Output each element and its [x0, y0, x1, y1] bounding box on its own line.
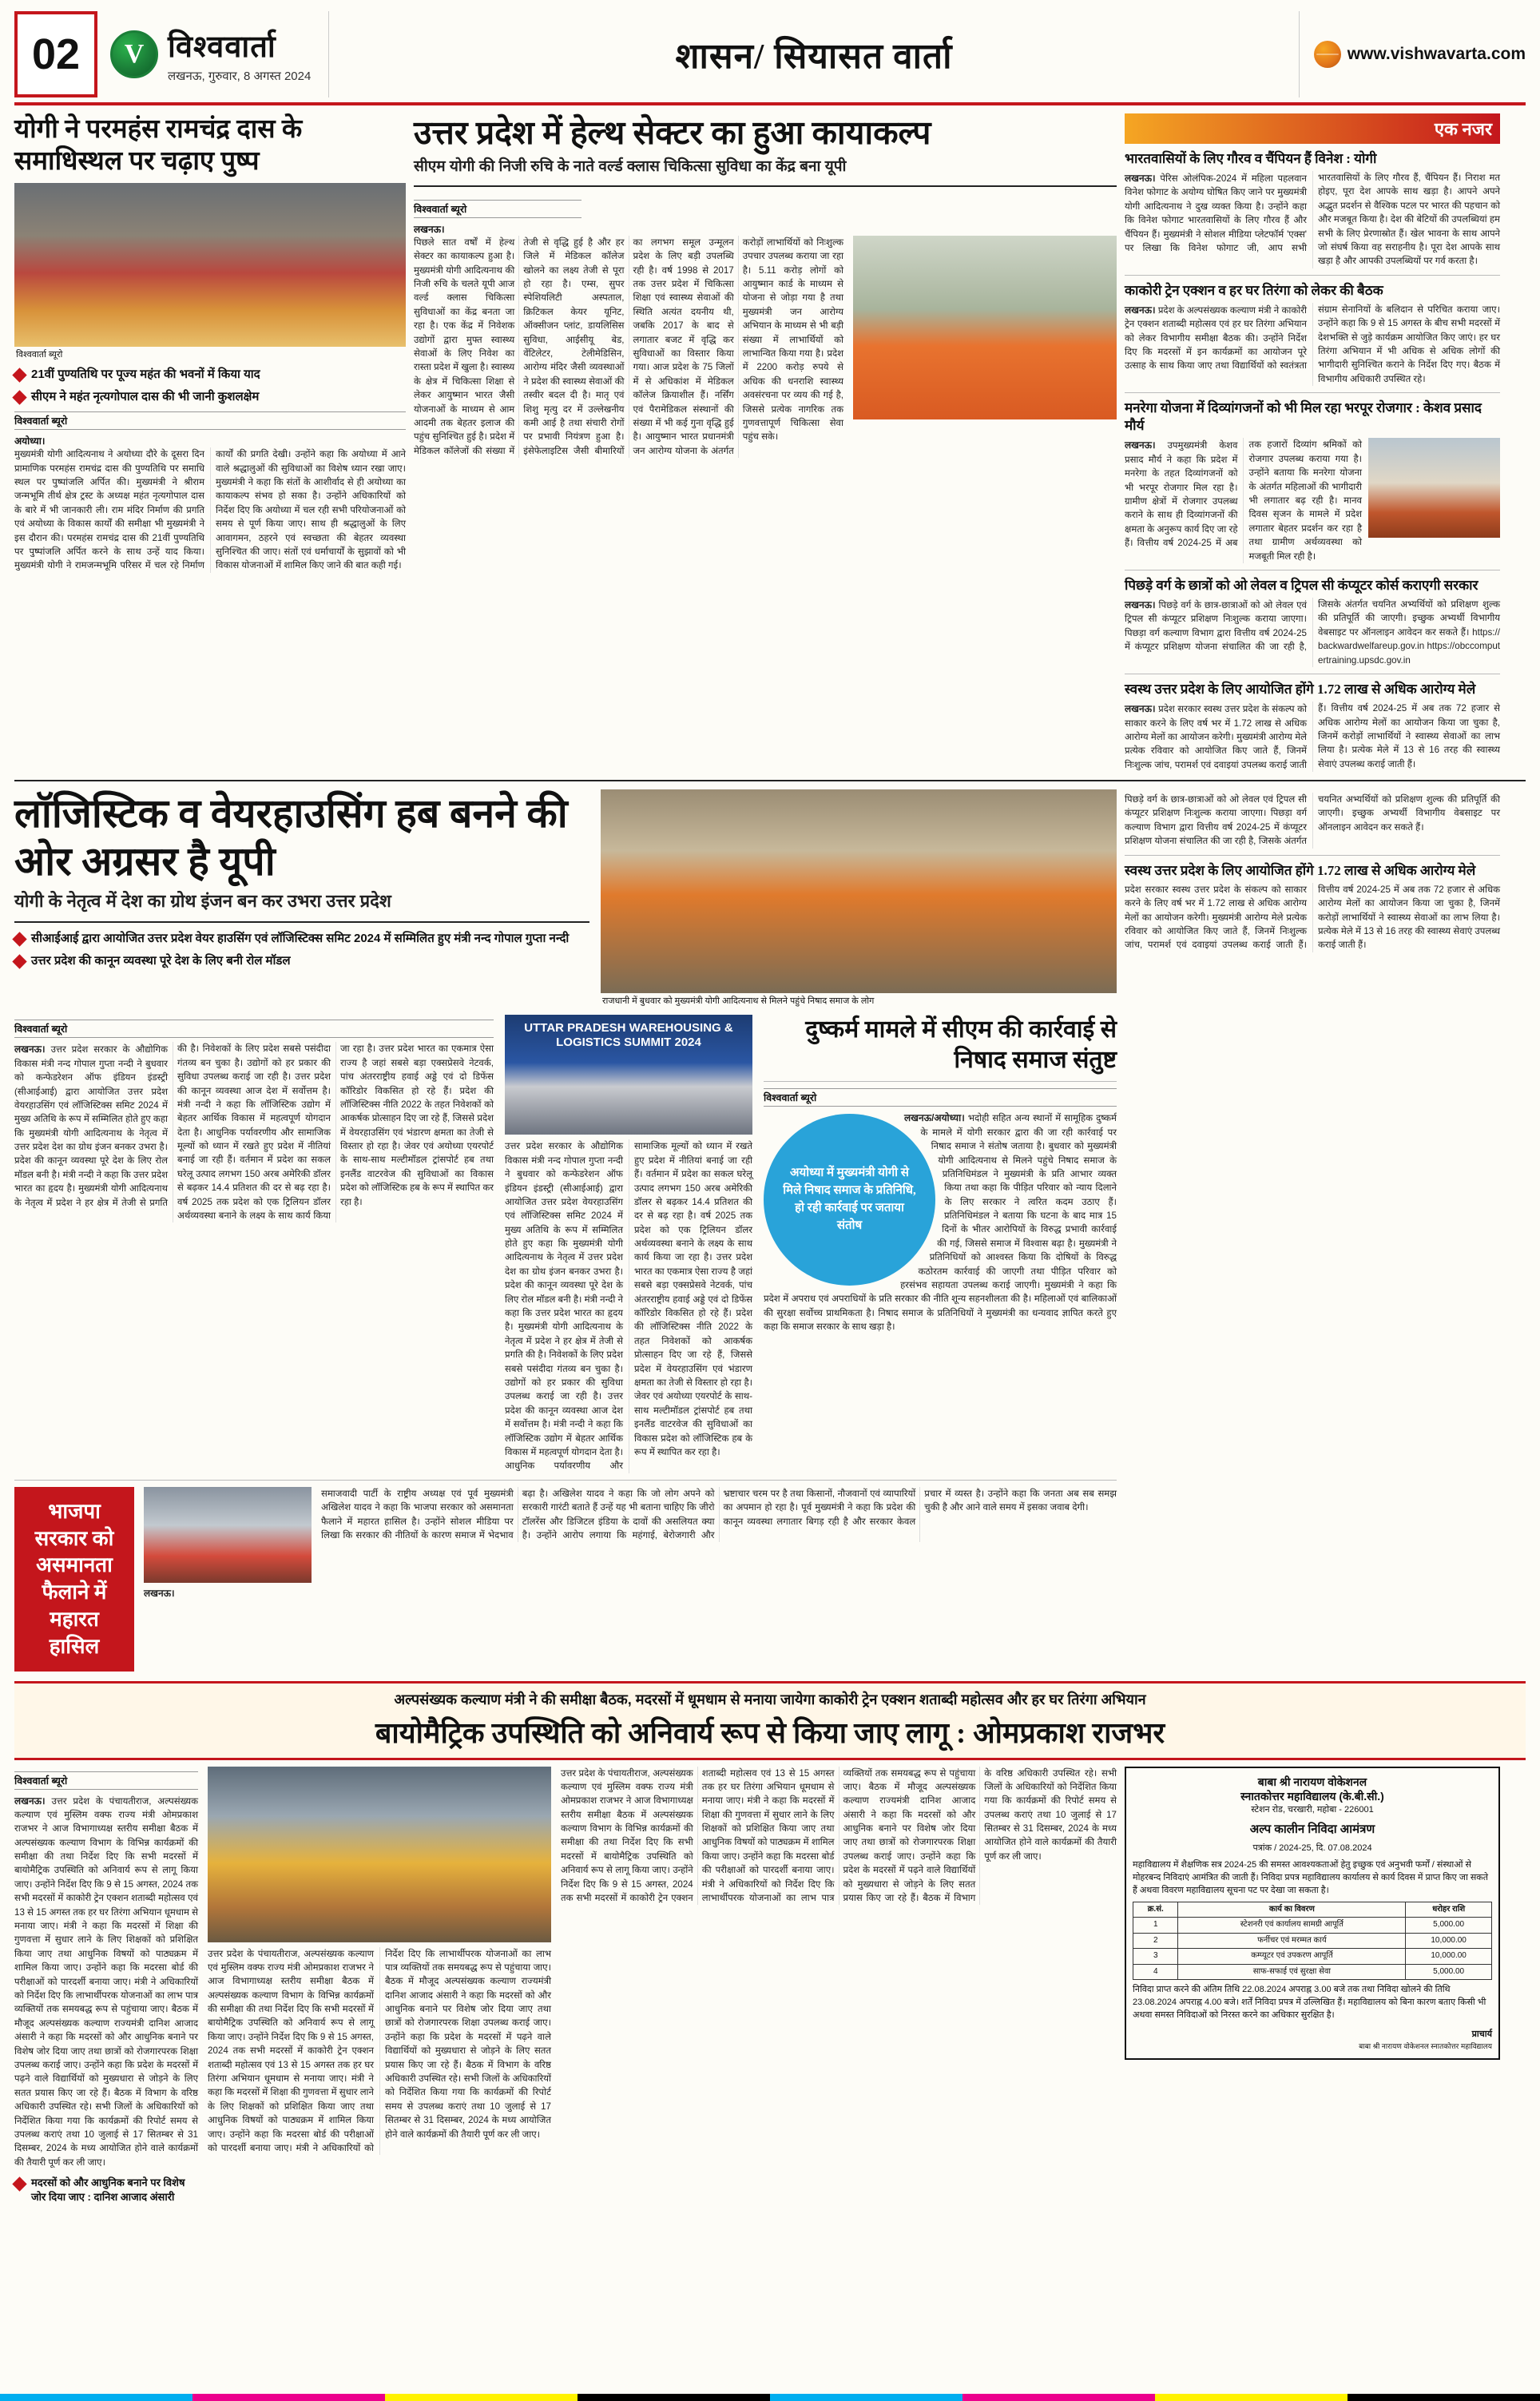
link-obccomputertraining[interactable]: https://obccomputertraining.upsdc.gov.in	[1318, 641, 1500, 666]
diamond-bullet-icon	[12, 954, 26, 968]
vishwavarta-logo-icon	[110, 30, 158, 78]
keshav-maurya-photo	[1368, 438, 1500, 538]
ad-notes: निविदा प्राप्त करने की अंतिम तिथि 22.08.2024 अपराह्न 3.00 बजे तक तथा निविदा खोलने की तिथि 23.08.2024 अपराह्न 4.00 बजे। शर्तें निविदा प्रपत्र में उल्लिखित हैं। महाविद्यालय को बिना कारण बताए किसी भी अथवा समस्त निविदाओं को निरस्त करने का अधिकार सुरक्षित है।	[1133, 1985, 1486, 2021]
item-body: प्रदेश सरकार स्वस्थ उत्तर प्रदेश के संकल्प को साकार करने के लिए वर्ष भर में 1.72 लाख से अधिक आरोग्य मेलों का आयोजन करेगी। मुख्यमंत्री आरोग्य मेले प्रत्येक रविवार को आयोजित किए जाते हैं, जिनमें निःशुल्क जांच, परामर्श एवं दवाइयां उपलब्ध कराई जाती हैं। वित्तीय वर्ष 2024-25 में अब तक 72 हजार से अधिक आरोग्य मेलों का आयोजन किया जा चुका है, जिनमें करोड़ों लाभार्थियों ने स्वास्थ्य सेवाओं का लाभ लिया है। प्रत्येक मेले में 13 से 16 तरह की स्वास्थ्य सेवाएं उपलब्ध कराई जाती हैं।	[1125, 703, 1500, 770]
color-registration-bars	[0, 2394, 1540, 2401]
divider	[14, 1480, 1117, 1481]
ad-title: अल्प कालीन निविदा आमंत्रण	[1249, 1823, 1375, 1837]
rajbhar-body-b: उत्तर प्रदेश के पंचायतीराज, अल्पसंख्यक कल्याण एवं मुस्लिम वक्फ राज्य मंत्री ओमप्रकाश राजभर ने आज विभागाध्यक्ष स्तरीय समीक्षा बैठक में अल्पसंख्यक कल्याण विभाग के विभिन्न कार्यक्रमों की समीक्षा की तथा निर्देश दिए कि सभी मदरसों में बायोमैट्रिक उपस्थिति को अनिवार्य रूप से लागू किया जाए। उन्होंने निर्देश दिए कि 9 से 15 अगस्त, 2024 तक सभी मदरसों में काकोरी ट्रेन एक्शन शताब्दी महोत्सव एवं 13 से 15 अगस्त तक हर घर तिरंगा अभियान धूमधाम से मनाया जाए। मंत्री ने कहा कि मदरसों में शिक्षा की गुणवत्ता में सुधार लाने के लिए शिक्षकों को प्रशिक्षित किया जाए तथा आधुनिक विषयों को पाठ्यक्रम में शामिल किया जाए। उन्होंने कहा कि मदरसा बोर्ड की परीक्षाओं को पारदर्शी बनाया जाए। मंत्री ने अधिकारियों को निर्देश दिए कि लाभार्थीपरक योजनाओं का लाभ पात्र व्यक्तियों तक समयबद्ध रूप से पहुंचाया जाए। बैठक में मौजूद अल्पसंख्यक कल्याण राज्यमंत्री दानिश आजाद अंसारी ने कहा कि मदरसों को और आधुनिक बनाने पर विशेष जोर दिया जाए तथा छात्रों को रोजगारपरक शिक्षा उपलब्ध कराई जाए। उन्होंने कहा कि प्रदेश के मदरसों में पढ़ने वाले विद्यार्थियों को मुख्यधारा से जोड़ने के लिए सतत प्रयास किए जा रहे हैं। बैठक में विभाग के वरिष्ठ अधिकारी उपस्थित रहे। सभी जिलों के अधिकारियों को निर्देशित किया गया कि कार्यक्रमों की रिपोर्ट समय से उपलब्ध कराएं तथा 10 जुलाई से 17 सितम्बर से 31 दिसम्बर, 2024 के मध्य आयोजित होने वाले कार्यक्रमों की तैयारी पूर्ण कर ली जाए।	[208, 1948, 551, 2153]
item-title: स्वस्थ उत्तर प्रदेश के लिए आयोजित होंगे 1.72 लाख से अधिक आरोग्य मेले	[1125, 682, 1476, 698]
ad-reference: पत्रांक / 2024-25, दि. 07.08.2024	[1252, 1842, 1372, 1853]
table-header-row	[1133, 1902, 1492, 1918]
item-body: पेरिस ओलंपिक-2024 में महिला पहलवान विनेश फोगाट के अयोग्य घोषित किए जाने पर मुख्यमंत्री योगी आदित्यनाथ ने दुख व्यक्त किया है। उन्होंने कहा कि विनेश फोगाट भारतवासियों के लिए गौरव हैं और चैंपियन हैं। मुख्यमंत्री ने सोशल मीडिया प्लेटफॉर्म 'एक्स' पर लिखा कि विनेश फोगाट जी, आप सभी भारतवासियों के लिए गौरव हैं, चैंपियन हैं। निराश मत होइए, पूरा देश आपके साथ खड़ा है। आपने अपने अद्भुत प्रदर्शन से वैश्विक पटल पर भारत की पहचान को और मजबूत किया है। देश की बेटियों की उपलब्धियां हम सभी के लिए प्रेरणास्रोत हैं। खेल भावना के साथ आपने जो संघर्ष किया वह सराहनीय है। पूरा देश आपके साथ खड़ा है और आपकी उपलब्धियों पर गर्व करता है।	[1125, 173, 1500, 267]
table-row: 3 कम्प्यूटर एवं उपकरण आपूर्ति 10,000.00	[1133, 1949, 1492, 1965]
item-dateline: लखनऊ।	[1125, 173, 1156, 185]
rajbhar-banner	[14, 1681, 1526, 1760]
link-backwardwelfare[interactable]: https://backwardwelfareup.gov.in	[1318, 626, 1500, 652]
ek-nazar-box	[1125, 113, 1500, 772]
section-title: शासन/ सियासत वार्ता	[675, 37, 953, 76]
masthead	[14, 11, 1526, 105]
logistics-byline: विश्ववार्ता ब्यूरो	[14, 1020, 494, 1038]
brand-dateline: लखनऊ, गुरुवार, 8 अगस्त 2024	[168, 70, 312, 83]
nishad-dateline: लखनऊ/अयोध्या।	[904, 1112, 965, 1124]
divider	[764, 1081, 1117, 1082]
ad-org-line2: स्नातकोत्तर महाविद्यालय (के.बी.सी.)	[1240, 1790, 1384, 1803]
nishad-byline: विश्ववार्ता ब्यूरो	[764, 1088, 1117, 1107]
arogya-body: प्रदेश सरकार स्वस्थ उत्तर प्रदेश के संकल्प को साकार करने के लिए वर्ष भर में 1.72 लाख से अधिक आरोग्य मेलों का आयोजन करेगी। मुख्यमंत्री आरोग्य मेले प्रत्येक रविवार को आयोजित किए जाते हैं, जिनमें निःशुल्क जांच, परामर्श एवं दवाइयां उपलब्ध कराई जाती हैं। वित्तीय वर्ष 2024-25 में अब तक 72 हजार से अधिक आरोग्य मेलों का आयोजन किया जा चुका है, जिनमें करोड़ों लाभार्थियों ने स्वास्थ्य सेवाओं का लाभ लिया है। प्रत्येक मेले में 13 से 16 तरह की स्वास्थ्य सेवाएं उपलब्ध कराई जाती हैं।	[1125, 884, 1500, 951]
ek-nazar-item-manrega	[1125, 400, 1500, 563]
logistics-subhead: योगी के नेतृत्व में देश का ग्रोथ इंजन बन कर उभरा उत्तर प्रदेश	[14, 891, 391, 912]
health-headline: उत्तर प्रदेश में हेल्थ सेक्टर का हुआ कायाकल्प	[414, 114, 931, 151]
rajbhar-dateline: लखनऊ।	[14, 1795, 46, 1807]
nishad-pullquote: अयोध्या में मुख्यमंत्री योगी से मिले निषाद समाज के प्रतिनिधि, हो रही कार्रवाई पर जताया संतोष	[764, 1114, 935, 1286]
meeting-photo-caption: राजधानी में बुधवार को मुख्यमंत्री योगी आदित्यनाथ से मिलने पहुंचे निषाद समाज के लोग	[602, 996, 875, 1007]
ek-nazar-item-kakori	[1125, 282, 1500, 386]
item-body: प्रदेश के अल्पसंख्यक कल्याण मंत्री ने काकोरी ट्रेन एक्शन शताब्दी महोत्सव एवं हर घर तिरंगा अभियान को लेकर विभागीय समीक्षा बैठक की। उन्होंने निर्देश दिए कि मदरसों में इन कार्यक्रमों का आयोजन पूरे उत्साह के साथ किया जाए तथा विद्यार्थियों को स्वतंत्रता संग्राम सेनानियों के बलिदान से परिचित कराया जाए। उन्होंने कहा कि 9 से 15 अगस्त के बीच सभी मदरसों में देशभक्ति से जुड़े कार्यक्रम आयोजित किए जाएं। हर घर तिरंगा अभियान में भी अधिक से अधिक लोगों की भागीदारी सुनिश्चित कराने के निर्देश दिए गए। बैठक में विभागीय अधिकारी उपस्थित रहे।	[1125, 304, 1500, 384]
nishad-body-text: भदोही सहित अन्य स्थानों में सामूहिक दुष्कर्म के मामले में योगी सरकार द्वारा की जा रही कार्रवाई पर निषाद समाज ने संतोष जताया है। बुधवार को मुख्यमंत्री योगी आदित्यनाथ से मिलने पहुंचे निषाद समाज के प्रतिनिधिमंडल ने मुख्यमंत्री के प्रति आभार व्यक्त किया तथा कहा कि पीड़ित परिवार को न्याय दिलाने के लिए सरकार ने त्वरित कदम उठाए हैं। प्रतिनिधिमंडल ने बताया कि घटना के बाद मात्र 15 दिनों के भीतर आरोपियों के विरुद्ध प्रभावी कार्रवाई की गई, जिससे समाज में विश्वास बढ़ा है। मुख्यमंत्री ने प्रतिनिधियों को आश्वस्त किया कि दोषियों के विरुद्ध कठोरतम कार्रवाई की जाएगी तथा पीड़ित परिवार को हरसंभव सहायता उपलब्ध कराई जाएगी। मुख्यमंत्री ने कहा कि प्रदेश में अपराध एवं अपराधियों के प्रति सरकार की नीति शून्य सहनशीलता की है। महिलाओं एवं बालिकाओं की सुरक्षा सर्वोच्च प्राथमिकता है। निषाद समाज के प्रतिनिधियों ने मुख्यमंत्री का धन्यवाद ज्ञापित करते हुए कहा कि समाज सरकार के साथ खड़ा है।	[764, 1113, 1117, 1333]
akhilesh-yadav-photo	[144, 1487, 312, 1583]
diamond-bullet-icon	[12, 390, 26, 404]
item-title: पिछड़े वर्ग के छात्रों को ओ लेवल व ट्रिपल सी कंप्यूटर कोर्स कराएगी सरकार	[1125, 577, 1478, 593]
logistics-headline: लॉजिस्टिक व वेयरहाउसिंग हब बनने की ओर अग्रसर है यूपी	[14, 791, 568, 884]
item-dateline: लखनऊ।	[1125, 703, 1156, 715]
arogya-title: स्वस्थ उत्तर प्रदेश के लिए आयोजित होंगे 1.72 लाख से अधिक आरोग्य मेले	[1125, 862, 1476, 878]
brand-logo	[110, 11, 329, 97]
globe-icon	[1314, 41, 1341, 68]
th-sno: क्र.सं.	[1133, 1902, 1178, 1918]
page-number: 02	[14, 11, 97, 97]
top-row	[14, 113, 1526, 772]
divider	[1125, 855, 1500, 856]
logistics-body-text: उत्तर प्रदेश सरकार के औद्योगिक विकास मंत्री नन्द गोपाल गुप्ता नन्दी ने बुधवार को कन्फेडरेशन ऑफ इंडियन इंडस्ट्री (सीआईआई) द्वारा आयोजित उत्तर प्रदेश वेयरहाउसिंग एवं लॉजिस्टिक्स समिट 2024 में मुख्य अतिथि के रूप में सम्मिलित होते हुए कहा कि मुख्यमंत्री योगी आदित्यनाथ के नेतृत्व में उत्तर प्रदेश देश का ग्रोथ इंजन बनकर उभरा है। प्रदेश की कानून व्यवस्था पूरे देश के लिए रोल मॉडल बनी है। मंत्री नन्दी ने कहा कि उत्तर प्रदेश भारत का हृदय है। मुख्यमंत्री योगी आदित्यनाथ के नेतृत्व में प्रदेश ने हर क्षेत्र में तेजी से प्रगति की है। निवेशकों के लिए प्रदेश सबसे पसंदीदा गंतव्य बन चुका है। उद्योगों को हर प्रकार की सुविधा उपलब्ध कराई जा रही है। उत्तर प्रदेश की कानून व्यवस्था आज देश में सर्वोत्तम है। मंत्री नन्दी ने कहा कि लॉजिस्टिक उद्योग में बेहतर आर्थिक विकास में महत्वपूर्ण योगदान देता है। आधुनिक पर्यावरणीय और सामाजिक मूल्यों को ध्यान में रखते हुए प्रदेश में नीतियां बनाई जा रही हैं। वर्तमान में प्रदेश का सकल घरेलू उत्पाद लगभग 150 अरब अमेरिकी डॉलर से बढ़कर 14.4 प्रतिशत की दर से बढ़ रहा है। वर्ष 2025 तक प्रदेश को एक ट्रिलियन डॉलर अर्थव्यवस्था बनाने के लक्ष्य के साथ कार्य किया जा रहा है। उत्तर प्रदेश भारत का एकमात्र ऐसा राज्य है जहां सबसे बड़ा एक्सप्रेसवे नेटवर्क, पांच अंतरराष्ट्रीय हवाई अड्डे एवं दो डिफेंस कॉरिडोर विकसित हो रहे हैं। प्रदेश की लॉजिस्टिक्स नीति 2022 के तहत निवेशकों को आकर्षक प्रोत्साहन दिए जा रहे हैं, जिससे प्रदेश में वेयरहाउसिंग एवं भंडारण क्षमता का तेजी से विस्तार हो रहा है। जेवर एवं अयोध्या एयरपोर्ट के साथ-साथ मल्टीमॉडल ट्रांसपोर्ट हब तथा इनलैंड वाटरवेज की सुविधाओं का विकास प्रदेश को लॉजिस्टिक हब के रूप में स्थापित कर रहा है।	[14, 1043, 494, 1222]
temple-headline: योगी ने परमहंस रामचंद्र दास के समाधिस्थल पर चढ़ाए पुष्प	[14, 115, 303, 177]
item-title: भारतवासियों के लिए गौरव व चैंपियन हैं विनेश : योगी	[1125, 151, 1377, 166]
item-title: मनरेगा योजना में दिव्यांगजनों को भी मिल रहा भरपूर रोजगार : केशव प्रसाद मौर्य	[1125, 400, 1482, 434]
temple-body: मुख्यमंत्री योगी आदित्यनाथ ने अयोध्या दौरे के दूसरा दिन प्रामाणिक परमहंस रामचंद्र दास की पुण्यतिथि पर समाधि स्थल पर पुष्पांजलि अर्पित की। मुख्यमंत्री ने श्रीराम जन्मभूमि तीर्थ क्षेत्र ट्रस्ट के अध्यक्ष महंत नृत्यगोपाल दास के बारे में भी जानकारी ली। राम मंदिर निर्माण की प्रगति एवं अयोध्या के विकास कार्यों की समीक्षा भी मुख्यमंत्री ने इस दौरान की। परमहंस रामचंद्र दास की 21वीं पुण्यतिथि पर पुष्पांजलि अर्पित करने के साथ उन्हें याद किया। मुख्यमंत्री योगी ने रामजन्मभूमि परिसर में चल रहे निर्माण कार्यों की प्रगति देखी। उन्होंने कहा कि अयोध्या में आने वाले श्रद्धालुओं की सुविधाओं का विशेष ध्यान रखा जाए। मुख्यमंत्री ने कहा कि संतों के आशीर्वाद से ही अयोध्या का कायाकल्प संभव हो सका है। उन्होंने अधिकारियों को निर्देश दिए कि अयोध्या में चल रही सभी परियोजनाओं को समय से पूर्ण किया जाए। साथ ही श्रद्धालुओं के लिए आवागमन, ठहरने एवं स्वच्छता की बेहतर व्यवस्था सुनिश्चित की जाए। संतों एवं धर्माचार्यों के सुझावों को भी विकास योजनाओं में शामिल किए जाने की बात कही गई।	[14, 449, 406, 571]
temple-bullets	[14, 367, 406, 406]
bjp-redbox: भाजपा सरकार को असमानता फैलाने में महारत हासिल	[14, 1487, 134, 1672]
middle-row	[14, 789, 1526, 1671]
item-body: पिछड़े वर्ग के छात्र-छात्राओं को ओ लेवल एवं ट्रिपल सी कंप्यूटर प्रशिक्षण निःशुल्क कराया जाएगा। पिछड़ा वर्ग कल्याण विभाग द्वारा वित्तीय वर्ष 2024-25 में कंप्यूटर प्रशिक्षण योजना संचालित की जा रही है, जिसके अंतर्गत चयनित अभ्यर्थियों को प्रशिक्षण शुल्क की प्रतिपूर्ति की जाएगी। इच्छुक अभ्यर्थी विभागीय वेबसाइट पर ऑनलाइन आवेदन कर सकते हैं।	[1125, 599, 1500, 653]
bottom-row	[14, 1767, 1526, 2211]
bullet-item: मदरसों को और आधुनिक बनाने पर विशेष जोर दिया जाए : दानिश आजाद अंसारी	[14, 2176, 198, 2204]
rajbhar-byline: विश्ववार्ता ब्यूरो	[14, 1771, 198, 1790]
divider-major	[14, 780, 1526, 781]
nishad-headline: दुष्कर्म मामले में सीएम की कार्रवाई से निषाद समाज संतुष्ट	[805, 1016, 1117, 1073]
ek-nazar-item-vinesh	[1125, 150, 1500, 268]
diamond-bullet-icon	[12, 368, 26, 382]
th-emd: धरोहर राशि	[1406, 1902, 1492, 1918]
item-body: उपमुख्यमंत्री केशव प्रसाद मौर्य ने कहा कि प्रदेश में मनरेगा के तहत दिव्यांगजनों को भी भरपूर रोजगार मिल रहा है। ग्रामीण क्षेत्रों में रोजगार उपलब्ध कराने के साथ ही दिव्यांगजनों की क्षमता के अनुरूप कार्य दिए जा रहे हैं। वित्तीय वर्ष 2024-25 में अब तक हजारों दिव्यांग श्रमिकों को रोजगार उपलब्ध कराया गया है। उन्होंने बताया कि मनरेगा योजना के अंतर्गत महिलाओं की भागीदारी भी लगातार बढ़ रही है। मानव दिवस सृजन के मामले में प्रदेश लगातार बेहतर प्रदर्शन कर रहा है तथा ग्रामीण अर्थव्यवस्था को मजबूती मिल रही है।	[1125, 439, 1362, 562]
bullet-item: सीआईआई द्वारा आयोजित उत्तर प्रदेश वेयर हाउसिंग एवं लॉजिस्टिक्स समिट 2024 में सम्मिलित हुए मंत्री नन्द गोपाल गुप्ता नन्दी	[14, 931, 589, 947]
summit-banner-text: UTTAR PRADESH WAREHOUSING & LOGISTICS SUMMIT 2024	[524, 1021, 733, 1050]
ad-body: महाविद्यालय में शैक्षणिक सत्र 2024-25 की समस्त आवश्यकताओं हेतु इच्छुक एवं अनुभवी फर्मों / संस्थाओं से मोहरबन्द निविदाएं आमंत्रित की जाती हैं। निविदा प्रपत्र महाविद्यालय कार्यालय से कार्य दिवस में प्राप्त किए जा सकते हैं अथवा विवरण महाविद्यालय सूचना पट पर देखा जा सकता है।	[1133, 1859, 1489, 1895]
logistics-body-b: उत्तर प्रदेश सरकार के औद्योगिक विकास मंत्री नन्द गोपाल गुप्ता नन्दी ने बुधवार को कन्फेडरेशन ऑफ इंडियन इंडस्ट्री (सीआईआई) द्वारा आयोजित उत्तर प्रदेश वेयरहाउसिंग एवं लॉजिस्टिक्स समिट 2024 में मुख्य अतिथि के रूप में सम्मिलित होते हुए कहा कि मुख्यमंत्री योगी आदित्यनाथ के नेतृत्व में उत्तर प्रदेश देश का ग्रोथ इंजन बनकर उभरा है। प्रदेश की कानून व्यवस्था पूरे देश के लिए रोल मॉडल बनी है। मंत्री नन्दी ने कहा कि उत्तर प्रदेश भारत का हृदय है। मुख्यमंत्री योगी आदित्यनाथ के नेतृत्व में प्रदेश ने हर क्षेत्र में तेजी से प्रगति की है। निवेशकों के लिए प्रदेश सबसे पसंदीदा गंतव्य बन चुका है। उद्योगों को हर प्रकार की सुविधा उपलब्ध कराई जा रही है। उत्तर प्रदेश की कानून व्यवस्था आज देश में सर्वोत्तम है। मंत्री नन्दी ने कहा कि लॉजिस्टिक उद्योग में बेहतर आर्थिक विकास में महत्वपूर्ण योगदान देता है। आधुनिक पर्यावरणीय और सामाजिक मूल्यों को ध्यान में रखते हुए प्रदेश में नीतियां बनाई जा रही हैं। वर्तमान में प्रदेश का सकल घरेलू उत्पाद लगभग 150 अरब अमेरिकी डॉलर से बढ़कर 14.4 प्रतिशत की दर से बढ़ रहा है। वर्ष 2025 तक प्रदेश को एक ट्रिलियन डॉलर अर्थव्यवस्था बनाने के लक्ष्य के साथ कार्य किया जा रहा है। उत्तर प्रदेश भारत का एकमात्र ऐसा राज्य है जहां सबसे बड़ा एक्सप्रेसवे नेटवर्क, पांच अंतरराष्ट्रीय हवाई अड्डे एवं दो डिफेंस कॉरिडोर विकसित हो रहे हैं। प्रदेश की लॉजिस्टिक्स नीति 2022 के तहत निवेशकों को आकर्षक प्रोत्साहन दिए जा रहे हैं, जिससे प्रदेश में वेयरहाउसिंग एवं भंडारण क्षमता का तेजी से विस्तार हो रहा है। जेवर एवं अयोध्या एयरपोर्ट के साथ-साथ मल्टीमॉडल ट्रांसपोर्ट हब तथा इनलैंड वाटरवेज की सुविधाओं का विकास प्रदेश को लॉजिस्टिक हब के रूप में स्थापित कर रहा है।	[505, 1141, 752, 1472]
rajbhar-meeting-photo	[208, 1767, 551, 1942]
temple-photo	[14, 183, 406, 347]
health-subhead: सीएम योगी की निजी रुचि के नाते वर्ल्ड क्लास चिकित्सा सुविधा का केंद्र बना यूपी	[414, 158, 847, 176]
bullet-item: 21वीं पुण्यतिथि पर पूज्य महंत की भवनों में किया याद	[14, 367, 406, 383]
health-body: पिछले सात वर्षों में हेल्थ सेक्टर का कायाकल्प हुआ है। मुख्यमंत्री योगी आदित्यनाथ की निजी रुचि के चलते यूपी आज वर्ल्ड क्लास चिकित्सा सुविधाओं का केंद्र बनता जा रहा है। एक केंद्र में निवेशक उद्योगों द्वारा मुफ्त स्वास्थ्य सेवाओं के लिए निवेश का रास्ता प्रदेश में खुला है। स्वास्थ्य के क्षेत्र में चिकित्सा शिक्षा से लेकर आयुष्मान भारत जैसी योजनाओं के माध्यम से आम आदमी तक बेहतर इलाज की पहुंच सुनिश्चित हुई है। प्रदेश में मेडिकल कॉलेजों की संख्या में तेजी से वृद्धि हुई है और हर जिले में मेडिकल कॉलेज खोलने का लक्ष्य तेजी से पूरा हो रहा है। एम्स, सुपर स्पेशियलिटी अस्पताल, क्रिटिकल केयर यूनिट, ऑक्सीजन प्लांट, डायलिसिस सुविधा, आईसीयू बेड, वेंटिलेटर, टेलीमेडिसिन, आरोग्य मंदिर जैसी व्यवस्थाओं ने प्रदेश की स्वास्थ्य सेवाओं की तस्वीर बदल दी है। मातृ एवं शिशु मृत्यु दर में उल्लेखनीय कमी आई है तथा संचारी रोगों पर प्रभावी नियंत्रण हुआ है। इंसेफेलाइटिस जैसी बीमारियों का लगभग समूल उन्मूलन प्रदेश के लिए बड़ी उपलब्धि रही है। वर्ष 1998 से 2017 तक उत्तर प्रदेश में चिकित्सा शिक्षा एवं स्वास्थ्य सेवाओं की स्थिति अत्यंत दयनीय थी, जबकि 2017 के बाद से लगातार बजट में वृद्धि कर सुविधाओं का विस्तार किया गया। आज प्रदेश के 75 जिलों में से अधिकांश में मेडिकल कॉलेज क्रियाशील हैं। नर्सिंग एवं पैरामेडिकल संस्थानों की संख्या में भी कई गुना वृद्धि हुई है। आयुष्मान भारत प्रधानमंत्री जन आरोग्य योजना के अंतर्गत करोड़ों लाभार्थियों को निःशुल्क उपचार उपलब्ध कराया जा रहा है। 5.11 करोड़ लोगों को आयुष्मान कार्ड के माध्यम से योजना से जोड़ा गया है तथा मुख्यमंत्री जन आरोग्य अभियान के माध्यम से भी बड़ी संख्या में लाभार्थियों को लाभान्वित किया गया है। प्रदेश में 2200 करोड़ रुपये से अधिक की धनराशि स्वास्थ्य अवसंरचना पर व्यय की गई है, जिससे प्रत्येक नागरिक तक गुणवत्तापूर्ण चिकित्सा सेवा पहुंच सके।	[414, 237, 843, 456]
th-desc: कार्य का विवरण	[1178, 1902, 1406, 1918]
ek-nazar-item-computer	[1125, 577, 1500, 667]
item-dateline: लखनऊ।	[1125, 304, 1156, 316]
story-logistics	[14, 789, 1117, 1671]
ad-org-line1: बाबा श्री नारायण वोकेशनल	[1257, 1775, 1367, 1788]
item-dateline: लखनऊ।	[1125, 439, 1156, 451]
logistics-body	[14, 1042, 494, 1222]
table-row: 1 स्टेशनरी एवं कार्यालय सामग्री आपूर्ति 5,000.00	[1133, 1918, 1492, 1934]
divider	[14, 921, 589, 923]
website-url: www.vishwavarta.com	[1347, 45, 1526, 63]
rajbhar-body-a: उत्तर प्रदेश के पंचायतीराज, अल्पसंख्यक कल्याण एवं मुस्लिम वक्फ राज्य मंत्री ओमप्रकाश राजभर ने आज विभागाध्यक्ष स्तरीय समीक्षा बैठक में अल्पसंख्यक कल्याण विभाग के विभिन्न कार्यक्रमों की समीक्षा की तथा निर्देश दिए कि सभी मदरसों में बायोमैट्रिक उपस्थिति को अनिवार्य रूप से लागू किया जाए। उन्होंने निर्देश दिए कि 9 से 15 अगस्त, 2024 तक सभी मदरसों में काकोरी ट्रेन एक्शन शताब्दी महोत्सव एवं 13 से 15 अगस्त तक हर घर तिरंगा अभियान धूमधाम से मनाया जाए। मंत्री ने कहा कि मदरसों में शिक्षा की गुणवत्ता में सुधार लाने के लिए शिक्षकों को प्रशिक्षित किया जाए तथा आधुनिक विषयों को पाठ्यक्रम में शामिल किया जाए। उन्होंने कहा कि मदरसा बोर्ड की परीक्षाओं को पारदर्शी बनाया जाए। मंत्री ने अधिकारियों को निर्देश दिए कि लाभार्थीपरक योजनाओं का लाभ पात्र व्यक्तियों तक समयबद्ध रूप से पहुंचाया जाए। बैठक में मौजूद अल्पसंख्यक कल्याण राज्यमंत्री दानिश आजाद अंसारी ने कहा कि मदरसों को और आधुनिक बनाने पर विशेष जोर दिया जाए तथा छात्रों को रोजगारपरक शिक्षा उपलब्ध कराई जाए। उन्होंने कहा कि प्रदेश के मदरसों में पढ़ने वाले विद्यार्थियों को मुख्यधारा से जोड़ने के लिए सतत प्रयास किए जा रहे हैं। बैठक में विभाग के वरिष्ठ अधिकारी उपस्थित रहे। सभी जिलों के अधिकारियों को निर्देशित किया गया कि कार्यक्रमों की रिपोर्ट समय से उपलब्ध कराएं तथा 10 जुलाई से 17 सितम्बर से 31 दिसम्बर, 2024 के मध्य आयोजित होने वाले कार्यक्रमों की तैयारी पूर्ण कर ली जाए।	[14, 1795, 198, 2168]
diamond-bullet-icon	[12, 932, 26, 946]
story-bjp	[14, 1487, 1117, 1672]
rajbhar-headline: बायोमैट्रिक उपस्थिति को अनिवार्य रूप से किया जाए लागू : ओमप्रकाश राजभर	[375, 1716, 1165, 1749]
table-row: 2 फर्नीचर एवं मरम्मत कार्य 10,000.00	[1133, 1933, 1492, 1949]
story-rajbhar	[14, 1767, 1117, 2211]
classified-ad	[1125, 1767, 1500, 2211]
health-byline: विश्ववार्ता ब्यूरो	[414, 200, 581, 218]
bullet-item: उत्तर प्रदेश की कानून व्यवस्था पूरे देश के लिए बनी रोल मॉडल	[14, 953, 589, 969]
brand-title: विश्ववार्ता	[168, 30, 276, 64]
temple-photo-caption: विश्ववार्ता ब्यूरो	[16, 349, 63, 360]
divider	[1125, 392, 1500, 393]
logistics-summit-photo	[505, 1015, 752, 1135]
cm-meeting-photo	[601, 789, 1117, 993]
item-dateline: लखनऊ।	[1125, 599, 1156, 611]
temple-dateline: अयोध्या।	[14, 435, 46, 447]
ek-nazar-lower	[1125, 789, 1500, 1671]
bjp-dateline: लखनऊ।	[144, 1587, 175, 1599]
health-dateline: लखनऊ।	[414, 223, 445, 235]
ek-nazar-header: एक नजर	[1125, 113, 1500, 144]
website-link[interactable]	[1299, 11, 1526, 97]
story-health	[414, 113, 1117, 772]
diamond-bullet-icon	[12, 2176, 26, 2191]
ek-nazar-lower-body: पिछड़े वर्ग के छात्र-छात्राओं को ओ लेवल एवं ट्रिपल सी कंप्यूटर प्रशिक्षण निःशुल्क कराया जाएगा। पिछड़ा वर्ग कल्याण विभाग द्वारा वित्तीय वर्ष 2024-25 में कंप्यूटर प्रशिक्षण योजना संचालित की जा रही है, जिसके अंतर्गत चयनित अभ्यर्थियों को प्रशिक्षण शुल्क की प्रतिपूर्ति की जाएगी। इच्छुक अभ्यर्थी विभागीय वेबसाइट पर ऑनलाइन आवेदन कर सकते हैं।	[1125, 794, 1500, 847]
bullet-item: सीएम ने महंत नृत्यगोपाल दास की भी जानी कुशलक्षेम	[14, 389, 406, 405]
ad-signature-sub: बाबा श्री नारायण वोकेशनल स्नातकोत्तर महाविद्यालय	[1359, 2041, 1492, 2050]
divider	[1125, 275, 1500, 276]
logistics-dateline: लखनऊ।	[14, 1043, 46, 1055]
divider	[414, 185, 1117, 187]
bjp-body: समाजवादी पार्टी के राष्ट्रीय अध्यक्ष एवं पूर्व मुख्यमंत्री अखिलेश यादव ने कहा कि भाजपा सरकार को असमानता फैलाने में महारत हासिल है। उन्होंने सोशल मीडिया पर लिखा कि सरकार की नीतियों के कारण समाज में भेदभाव बढ़ा है। अखिलेश यादव ने कहा कि जो लोग अपने को सरकारी गारंटी बताते हैं उन्हें यह भी बताना चाहिए कि जीरो टॉलरेंस और डिजिटल इंडिया के दावों की असलियत क्या है। उन्होंने आरोप लगाया कि महंगाई, बेरोजगारी और भ्रष्टाचार चरम पर है तथा किसानों, नौजवानों एवं व्यापारियों का अपमान हो रहा है। पूर्व मुख्यमंत्री ने कहा कि प्रदेश की कानून व्यवस्था लगातार बिगड़ रही है और सरकार केवल प्रचार में व्यस्त है। उन्होंने कहा कि जनता अब सब समझ चुकी है और आने वाले समय में इसका जवाब देगी।	[321, 1488, 1117, 1540]
story-temple	[14, 113, 406, 772]
ad-table	[1133, 1902, 1492, 1981]
rajbhar-banner-sub: अल्पसंख्यक कल्याण मंत्री ने की समीक्षा बैठक, मदरसों में धूमधाम से मनाया जायेगा काकोरी ट्रेन एक्शन शताब्दी महोत्सव और हर घर तिरंगा अभियान	[394, 1691, 1146, 1707]
rajbhar-body-c: उत्तर प्रदेश के पंचायतीराज, अल्पसंख्यक कल्याण एवं मुस्लिम वक्फ राज्य मंत्री ओमप्रकाश राजभर ने आज विभागाध्यक्ष स्तरीय समीक्षा बैठक में अल्पसंख्यक कल्याण विभाग के विभिन्न कार्यक्रमों की समीक्षा की तथा निर्देश दिए कि सभी मदरसों में बायोमैट्रिक उपस्थिति को अनिवार्य रूप से लागू किया जाए। उन्होंने निर्देश दिए कि 9 से 15 अगस्त, 2024 तक सभी मदरसों में काकोरी ट्रेन एक्शन शताब्दी महोत्सव एवं 13 से 15 अगस्त तक हर घर तिरंगा अभियान धूमधाम से मनाया जाए। मंत्री ने कहा कि मदरसों में शिक्षा की गुणवत्ता में सुधार लाने के लिए शिक्षकों को प्रशिक्षित किया जाए तथा आधुनिक विषयों को पाठ्यक्रम में शामिल किया जाए। उन्होंने कहा कि मदरसा बोर्ड की परीक्षाओं को पारदर्शी बनाया जाए। मंत्री ने अधिकारियों को निर्देश दिए कि लाभार्थीपरक योजनाओं का लाभ पात्र व्यक्तियों तक समयबद्ध रूप से पहुंचाया जाए। बैठक में मौजूद अल्पसंख्यक कल्याण राज्यमंत्री दानिश आजाद अंसारी ने कहा कि मदरसों को और आधुनिक बनाने पर विशेष जोर दिया जाए तथा छात्रों को रोजगारपरक शिक्षा उपलब्ध कराई जाए। उन्होंने कहा कि प्रदेश के मदरसों में पढ़ने वाले विद्यार्थियों को मुख्यधारा से जोड़ने के लिए सतत प्रयास किए जा रहे हैं। बैठक में विभाग के वरिष्ठ अधिकारी उपस्थित रहे। सभी जिलों के अधिकारियों को निर्देशित किया गया कि कार्यक्रमों की रिपोर्ट समय से उपलब्ध कराएं तथा 10 जुलाई से 17 सितम्बर से 31 दिसम्बर, 2024 के मध्य आयोजित होने वाले कार्यक्रमों की तैयारी पूर्ण कर ली जाए।	[561, 1767, 1117, 1904]
item-title: काकोरी ट्रेन एक्शन व हर घर तिरंगा को लेकर की बैठक	[1125, 282, 1383, 298]
cm-yogi-photo	[853, 236, 1117, 419]
ad-signature: प्राचार्य	[1471, 2029, 1492, 2040]
table-row: 4 साफ-सफाई एवं सुरक्षा सेवा 5,000.00	[1133, 1964, 1492, 1980]
ek-nazar-item-arogya	[1125, 681, 1500, 772]
ad-org-address: स्टेशन रोड, चरखारी, महोबा - 226001	[1251, 1805, 1374, 1815]
temple-byline: विश्ववार्ता ब्यूरो	[14, 411, 406, 430]
